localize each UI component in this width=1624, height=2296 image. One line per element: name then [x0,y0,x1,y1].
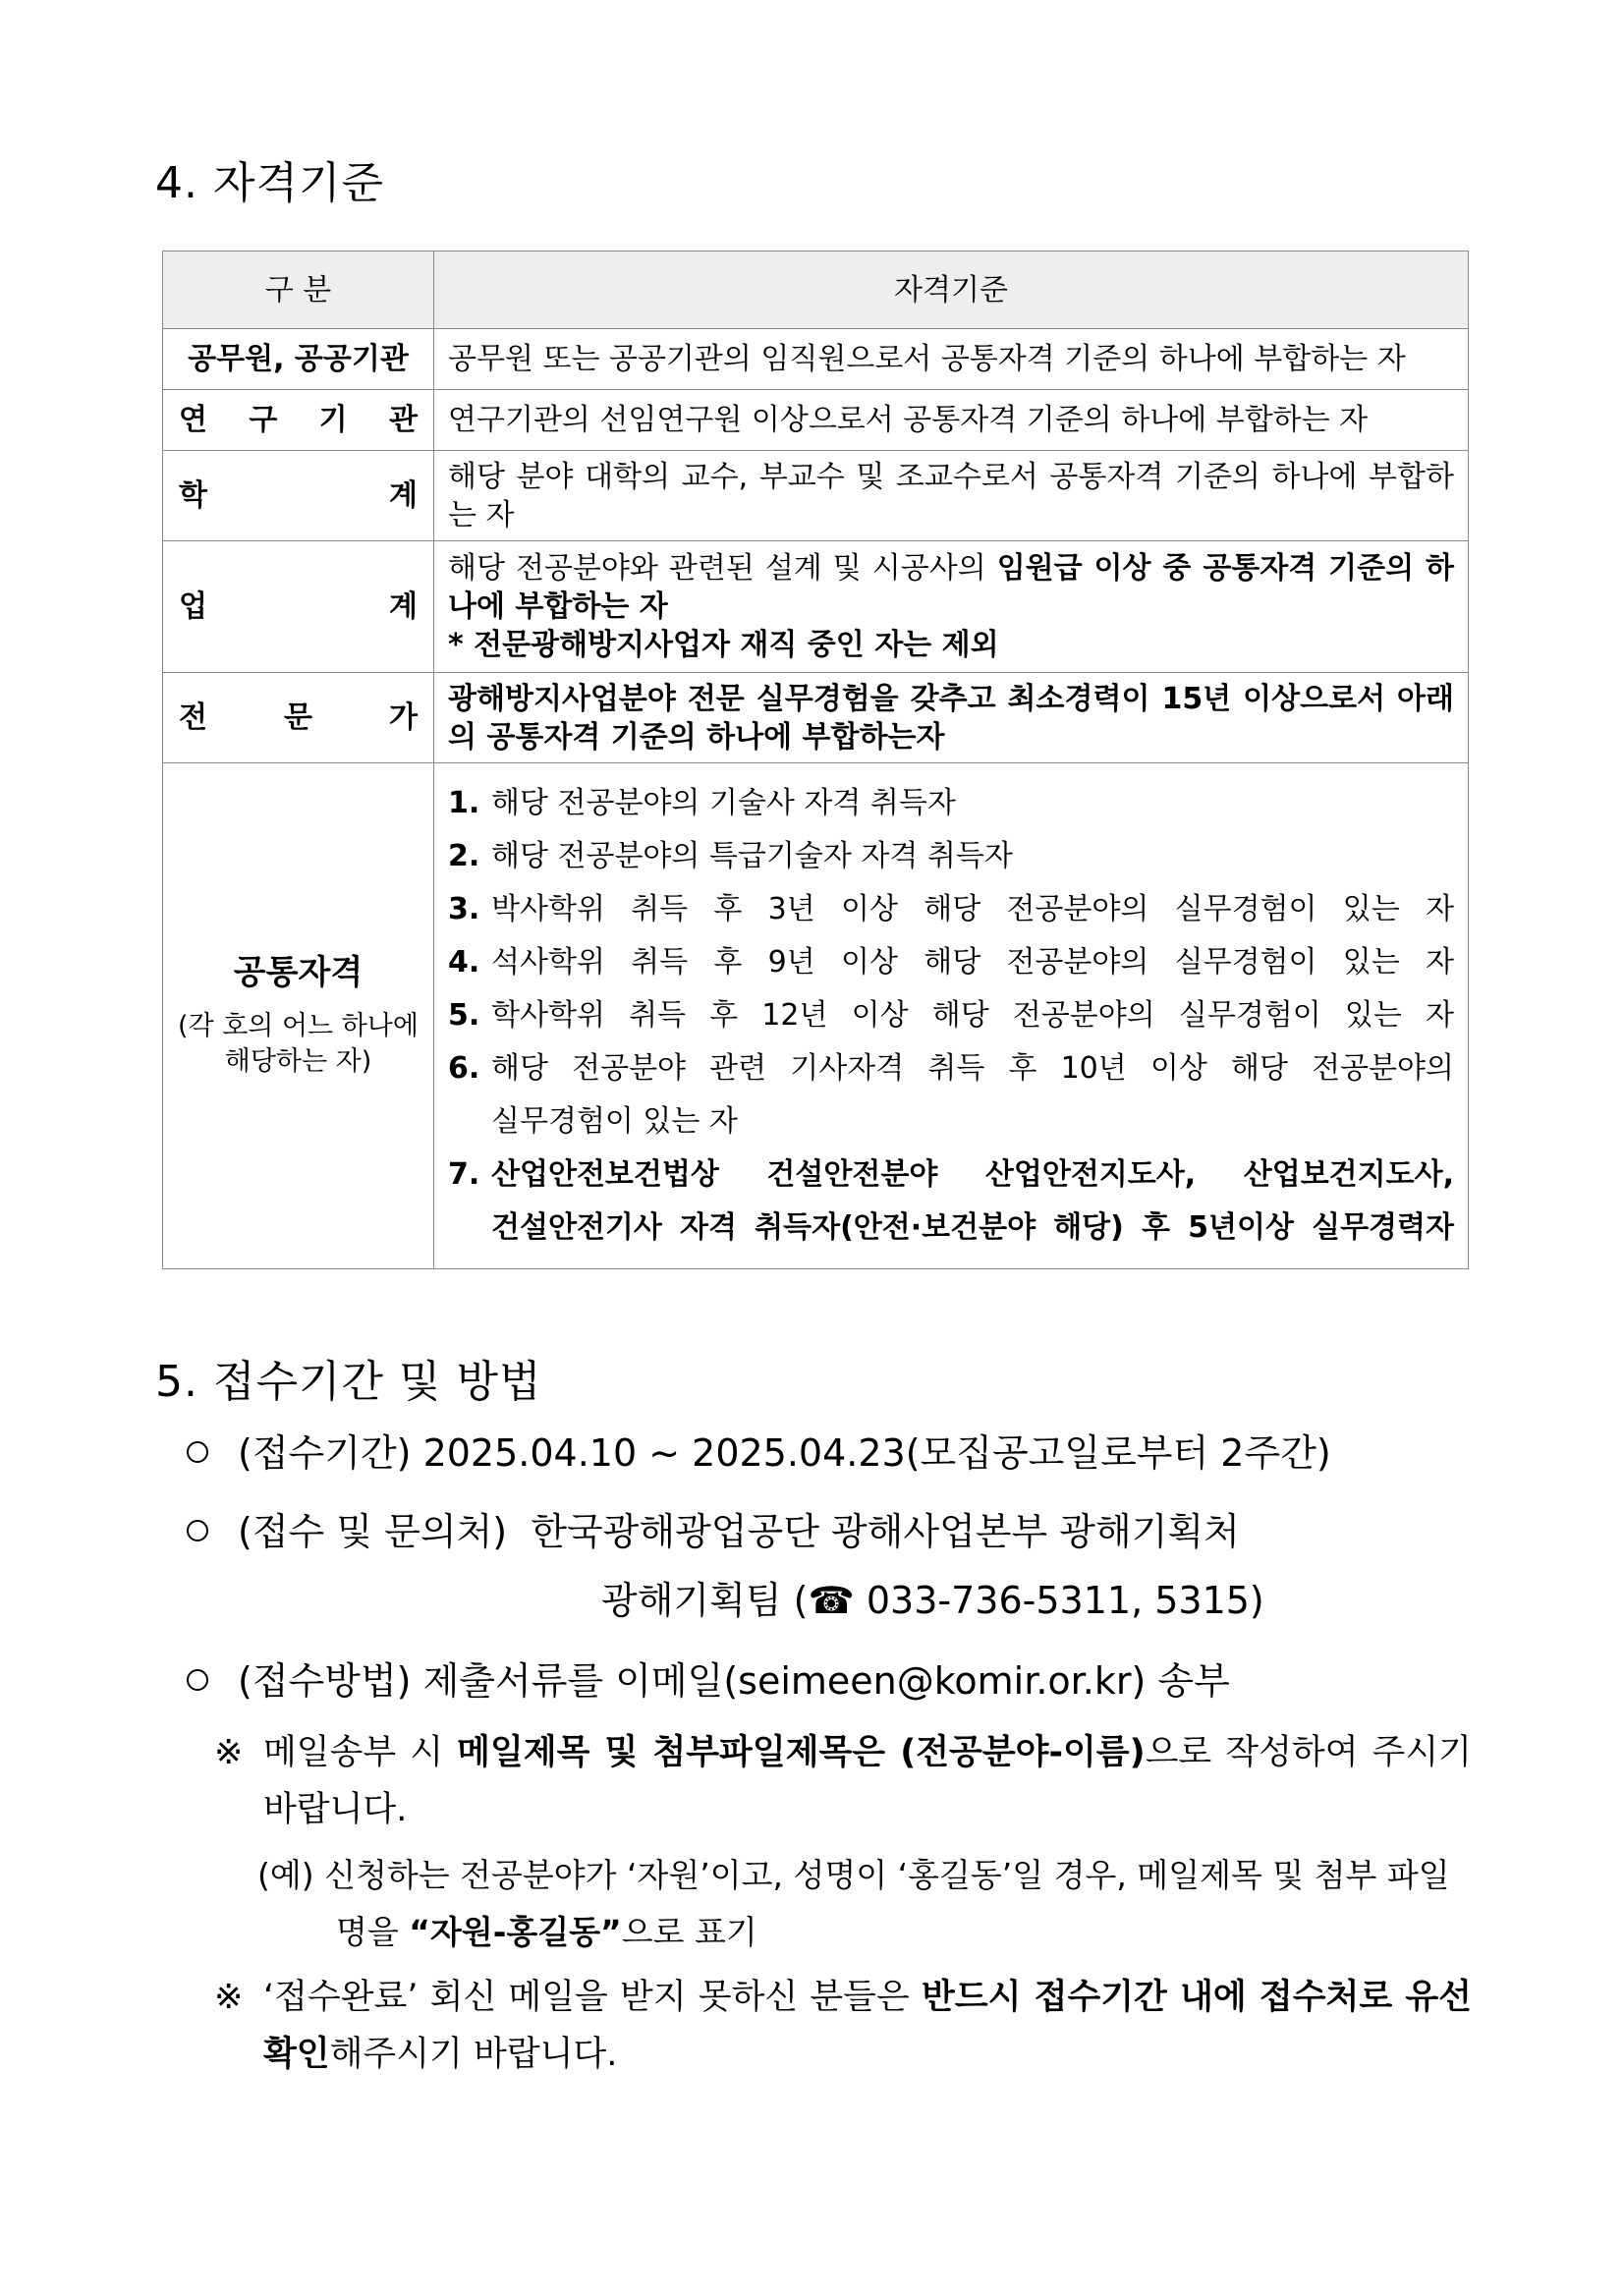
note-text-end: 해주시기 바랍니다. [329,2035,618,2074]
example-bold-text: “자원-홍길동” [409,1913,622,1951]
row-category [163,451,434,541]
common-category [163,763,434,1269]
row-category [163,673,434,763]
row-category [163,390,434,451]
table-row [163,390,1469,451]
category-char: 전 [179,700,207,735]
common-subtitle: (각 호의 어느 하나에 해당하는 자) [178,1010,419,1078]
category-char: 계 [389,589,418,624]
note-2 [214,1969,1472,2083]
example-text: (예) 신청하는 전공분야가 ‘자원’이고, 성명이 ‘홍길동’일 경우, 메일제목 및 첨부 파일명을 [257,1856,1450,1951]
section5-title: 5. 접수기간 및 방법 [155,1357,542,1407]
note-1 [214,1724,1472,1838]
table-row [163,673,1469,763]
item-number: 7. [448,1157,480,1192]
contact-phone: (☎ 033-736-5311, 5315) [793,1579,1264,1622]
common-criteria [434,763,1469,1269]
table-row [163,541,1469,673]
item-number: 4. [448,945,480,980]
qualification-table [162,251,1469,1269]
circle-bullet-icon [187,1520,208,1541]
contact-team: 광해기획팀 [601,1579,782,1622]
category-char: 업 [179,589,207,624]
contact-org: 한국광해광업공단 광해사업본부 광해기획처 [531,1510,1240,1553]
note-text: ‘접수완료’ 회신 메일을 받지 못하신 분들은 [263,1978,922,2017]
contact-row [187,1501,1240,1555]
contact-row-2 [601,1570,1264,1624]
method-label: (접수방법) [238,1659,412,1703]
example-text-end: 으로 표기 [621,1913,757,1951]
item-text-continued: 건설안전기사 자격 취득자(안전·보건분야 해당) 후 5년이상 실무경력자 [491,1210,1454,1245]
period-label: (접수기간) [238,1431,412,1475]
table-row-common [163,763,1469,1269]
category-char: 계 [389,478,418,513]
row-criteria: 광해방지사업분야 전문 실무경험을 갖추고 최소경력이 15년 이상으로서 아래의 공통자격 기준의 하나에 부합하는자 [434,673,1469,763]
row-criteria [434,541,1469,673]
table-header [163,252,1469,329]
row-criteria: 공무원 또는 공공기관의 임직원으로서 공통자격 기준의 하나에 부합하는 자 [434,329,1469,390]
note-text-end: 으로 작성하여 주시기 바랍니다. [263,1733,1472,1829]
category-char: 구 [249,403,278,437]
category-char: 가 [389,700,418,735]
criteria-bold-text: 임원급 이상 중 공통자격 기준의 하나에 부합하는 자 [448,551,1454,624]
row-criteria: 해당 분야 대학의 교수, 부교수 및 조교수로서 공통자격 기준의 하나에 부합하는 자 [434,451,1469,541]
reference-mark-icon: ※ [214,1978,244,2017]
category-char: 관 [388,403,418,437]
item-text: 산업안전보건법상 건설안전분야 산업안전지도사, 산업보건지도사, [491,1157,1454,1192]
example-note [257,1847,1472,1961]
criteria-text: 해당 전공분야와 관련된 설계 및 시공사의 [448,551,997,586]
item-text: 석사학위 취득 후 9년 이상 해당 전공분야의 실무경험이 있는 자 [491,945,1454,980]
list-item [448,936,1454,989]
item-number: 2. [448,839,480,873]
row-category [163,541,434,673]
common-criteria-list [448,777,1454,1255]
item-number: 6. [448,1051,480,1086]
circle-bullet-icon [187,1669,208,1691]
list-item [448,830,1454,883]
category-char: 연 [179,403,207,437]
item-text-continued: 실무경험이 있는 자 [491,1104,738,1139]
common-title: 공통자격 [233,953,364,993]
contact-label: (접수 및 문의처) [238,1510,508,1553]
reference-mark-icon: ※ [214,1733,244,1772]
note-bold-text: 반드시 접수기간 내에 접수처로 유선 확인 [263,1978,1472,2074]
header-category: 구 분 [163,252,434,329]
period-row [187,1423,1331,1477]
item-number: 3. [448,892,480,926]
note-bold-text: 메일제목 및 첨부파일제목은 (전공분야-이름) [457,1733,1146,1772]
criteria-note: * 전문광해방지사업자 재직 중인 자는 제외 [448,628,999,662]
table-row [163,329,1469,390]
note-text: 메일송부 시 [263,1733,458,1772]
row-category: 공무원, 공공기관 [163,329,434,390]
item-text: 해당 전공분야의 기술사 자격 취득자 [491,786,956,820]
item-text: 해당 전공분야의 특급기술자 자격 취득자 [491,839,1013,873]
list-item [448,1042,1454,1148]
method-row [187,1651,1230,1705]
section4-title: 4. 자격기준 [155,158,384,208]
item-number: 1. [448,786,480,820]
method-text: 제출서류를 이메일(seimeen@komir.or.kr) 송부 [422,1659,1230,1703]
category-char: 문 [284,700,312,735]
list-item [448,989,1454,1042]
item-text: 해당 전공분야 관련 기사자격 취득 후 10년 이상 해당 전공분야의 [491,1051,1454,1086]
item-text: 학사학위 취득 후 12년 이상 해당 전공분야의 실무경험이 있는 자 [491,998,1454,1033]
period-suffix: (모집공고일로부터 2주간) [905,1431,1331,1475]
item-number: 5. [448,998,480,1033]
row-criteria: 연구기관의 선임연구원 이상으로서 공통자격 기준의 하나에 부합하는 자 [434,390,1469,451]
category-char: 학 [179,478,207,513]
list-item [448,883,1454,936]
list-item [448,1148,1454,1255]
table-row [163,451,1469,541]
period-value: 2025.04.10 ~ 2025.04.23 [422,1431,906,1475]
circle-bullet-icon [187,1441,208,1463]
category-char: 기 [318,403,348,437]
item-text: 박사학위 취득 후 3년 이상 해당 전공분야의 실무경험이 있는 자 [491,892,1454,926]
list-item [448,777,1454,830]
header-criteria: 자격기준 [434,252,1469,329]
